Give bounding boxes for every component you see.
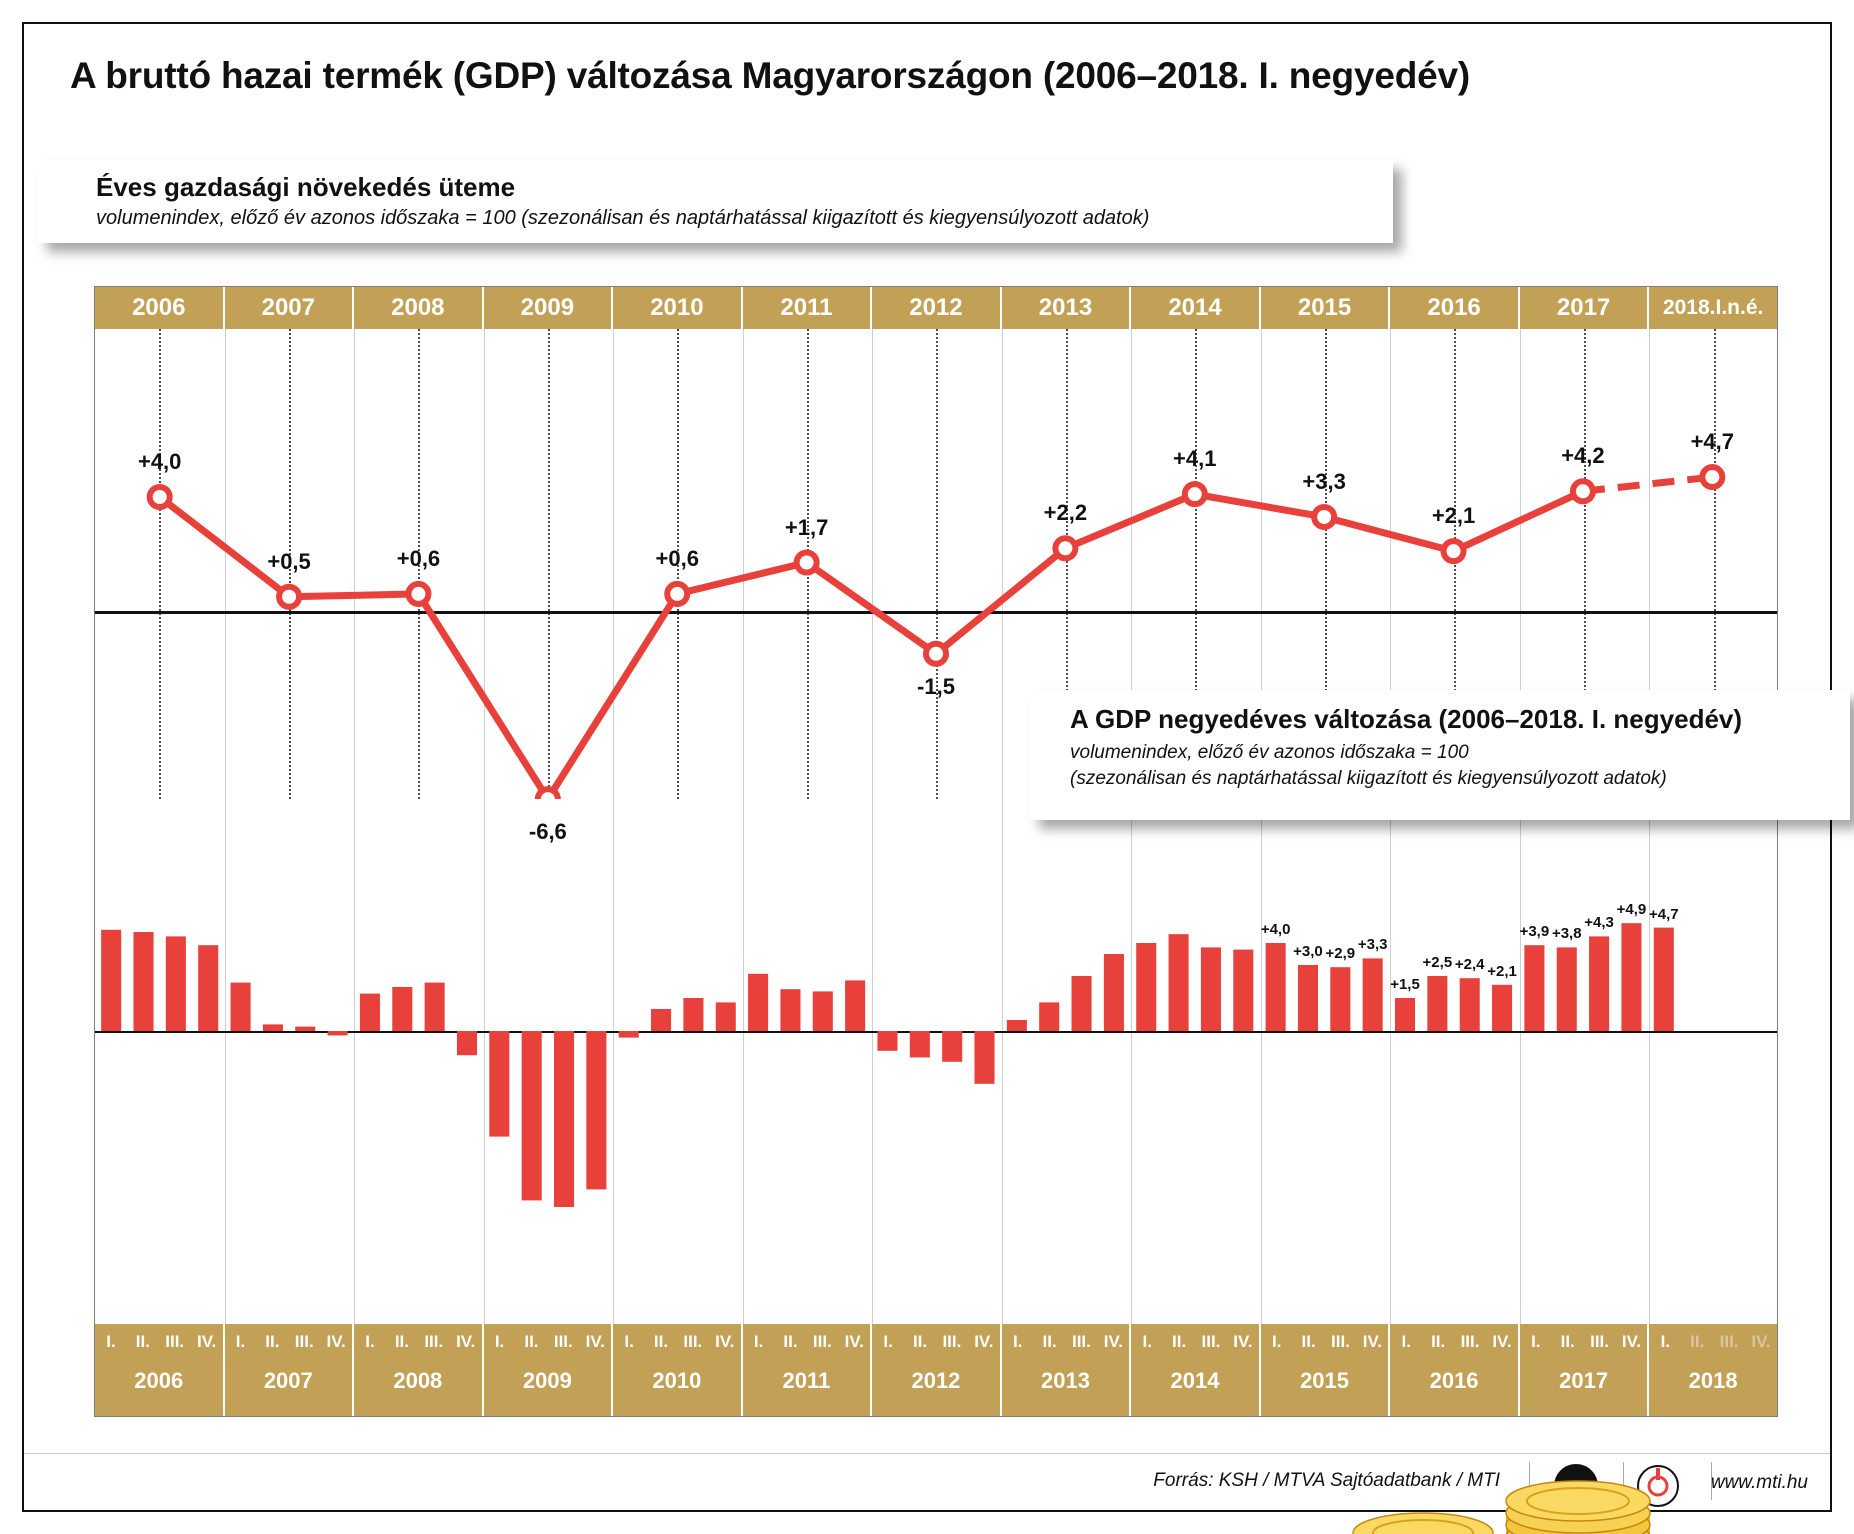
quarter-labels-row bbox=[743, 1332, 871, 1362]
quarter-label: IV. bbox=[1233, 1332, 1253, 1351]
quarter-label: II. bbox=[1301, 1332, 1316, 1351]
quarter-labels-row bbox=[872, 1332, 1000, 1362]
bar bbox=[1492, 985, 1512, 1031]
quarter-label: III. bbox=[1460, 1332, 1480, 1351]
line-marker bbox=[150, 487, 170, 507]
line-value-label: +3,3 bbox=[1302, 468, 1346, 494]
page-title: A bruttó hazai termék (GDP) változása Magyarországon (2006–2018. I. negyedév) bbox=[70, 55, 1470, 96]
bar bbox=[1266, 943, 1286, 1031]
bar bbox=[845, 980, 865, 1031]
bar-value-label: +2,1 bbox=[1487, 962, 1517, 980]
quarter-group-year: 2018 bbox=[1688, 1368, 1738, 1393]
quarter-label: II. bbox=[394, 1332, 409, 1351]
bar bbox=[101, 930, 121, 1031]
quarter-label: II. bbox=[1172, 1332, 1187, 1351]
quarter-group-year: 2012 bbox=[911, 1368, 961, 1393]
quarter-labels-row bbox=[95, 1332, 223, 1362]
bar bbox=[1104, 954, 1124, 1031]
coins-illustration bbox=[1323, 1407, 1703, 1534]
bar bbox=[586, 1031, 606, 1189]
bar bbox=[716, 1002, 736, 1031]
bar bbox=[166, 936, 186, 1031]
quarter-labels-row bbox=[1131, 1332, 1259, 1362]
bar bbox=[877, 1031, 897, 1051]
quarter-labels-row bbox=[1261, 1332, 1389, 1362]
bar bbox=[1007, 1020, 1027, 1031]
bar bbox=[1589, 936, 1609, 1031]
quarter-labels-row bbox=[1390, 1332, 1518, 1362]
line-value-label: +0,6 bbox=[655, 545, 699, 571]
quarter-group-year: 2007 bbox=[263, 1368, 313, 1393]
bar bbox=[1395, 998, 1415, 1031]
line-marker bbox=[538, 789, 558, 799]
quarter-group bbox=[95, 1324, 225, 1416]
line-marker bbox=[926, 644, 946, 664]
line-marker bbox=[1702, 467, 1722, 487]
line-marker bbox=[667, 584, 687, 604]
quarter-label: I. bbox=[1401, 1332, 1411, 1351]
quarter-label: IV. bbox=[1492, 1332, 1512, 1351]
line-value-label: +4,7 bbox=[1690, 429, 1735, 455]
bar-value-label: +2,9 bbox=[1325, 945, 1356, 963]
quarter-labels-row bbox=[1520, 1332, 1648, 1362]
annual-subtitle-card bbox=[38, 160, 1393, 243]
quarter-labels-row bbox=[354, 1332, 482, 1362]
website-url: www.mti.hu bbox=[1710, 1472, 1808, 1493]
source-text: Forrás: KSH / MTVA Sajtóadatbank / MTI bbox=[1153, 1470, 1500, 1491]
quarter-group bbox=[872, 1324, 1002, 1416]
quarter-label: III. bbox=[1201, 1332, 1221, 1351]
annual-subtitle-text: volumenindex, előző év azonos időszaka = 100 (szezonálisan és naptárhatással kiigazított és kiegyensúlyozott adatok) bbox=[96, 207, 1150, 229]
year-header-cell: 2017 bbox=[1520, 287, 1650, 329]
quarter-label: I. bbox=[1142, 1332, 1152, 1351]
quarter-label: II. bbox=[135, 1332, 150, 1351]
bar-value-label: +4,3 bbox=[1584, 914, 1614, 932]
bar-value-label: +4,9 bbox=[1616, 901, 1647, 919]
quarter-label: II. bbox=[912, 1332, 928, 1351]
line-value-label: +1,7 bbox=[784, 514, 829, 540]
quarter-label: IV. bbox=[1103, 1332, 1123, 1351]
annual-subtitle-heading: Éves gazdasági növekedés üteme bbox=[96, 172, 516, 202]
quarter-label: III. bbox=[424, 1332, 444, 1351]
year-header-cell: 2012 bbox=[872, 287, 1002, 329]
quarter-label: III. bbox=[1590, 1332, 1610, 1351]
quarter-group bbox=[484, 1324, 614, 1416]
bar bbox=[1654, 928, 1674, 1031]
quarter-labels-row bbox=[225, 1332, 353, 1362]
quarter-label: III. bbox=[812, 1332, 832, 1351]
quarter-label: I. bbox=[235, 1332, 246, 1351]
chart-canvas bbox=[94, 286, 1778, 1417]
bar-value-label: +2,4 bbox=[1454, 956, 1485, 974]
bar bbox=[263, 1024, 283, 1031]
bar bbox=[1363, 958, 1383, 1031]
quarter-group-year: 2009 bbox=[522, 1368, 572, 1393]
bar bbox=[328, 1031, 348, 1035]
bar bbox=[360, 994, 380, 1031]
line-marker bbox=[1444, 541, 1464, 561]
bar bbox=[554, 1031, 574, 1207]
quarter-group bbox=[743, 1324, 873, 1416]
bar bbox=[392, 987, 412, 1031]
bar-value-label: +3,9 bbox=[1519, 923, 1550, 941]
quarter-label: I. bbox=[1531, 1332, 1541, 1351]
quarter-label: IV. bbox=[326, 1332, 346, 1351]
line-marker bbox=[1055, 538, 1075, 558]
quarter-group-year: 2008 bbox=[393, 1368, 443, 1393]
quarter-label: IV. bbox=[585, 1332, 605, 1351]
bar bbox=[619, 1031, 639, 1038]
line-value-label: +4,1 bbox=[1173, 446, 1217, 472]
bar bbox=[683, 998, 703, 1031]
quarter-group-year: 2014 bbox=[1170, 1368, 1220, 1393]
year-header-cell: 2009 bbox=[484, 287, 614, 329]
bar bbox=[1072, 976, 1092, 1031]
quarter-group bbox=[354, 1324, 484, 1416]
line-marker bbox=[1573, 481, 1593, 501]
year-header-cell: 2006 bbox=[95, 287, 225, 329]
bar bbox=[1039, 1002, 1059, 1031]
line-value-label: +2,1 bbox=[1431, 503, 1476, 529]
year-header-cell: 2010 bbox=[613, 287, 743, 329]
bar-value-label: +3,8 bbox=[1551, 925, 1582, 943]
quarter-label: III. bbox=[1331, 1332, 1350, 1351]
quarter-labels-row bbox=[1649, 1332, 1777, 1362]
quarter-label: III. bbox=[942, 1332, 962, 1351]
line-value-label: -6,6 bbox=[528, 819, 567, 845]
bar bbox=[198, 945, 218, 1031]
bar bbox=[1524, 945, 1544, 1031]
bar bbox=[133, 932, 153, 1031]
quarter-label: IV. bbox=[197, 1332, 217, 1351]
bar-value-label: +4,7 bbox=[1648, 905, 1679, 923]
quarter-group bbox=[1131, 1324, 1261, 1416]
quarter-label: I. bbox=[753, 1332, 764, 1351]
bar bbox=[1298, 965, 1318, 1031]
line-value-label: +2,2 bbox=[1043, 500, 1088, 526]
quarter-label: II. bbox=[783, 1332, 798, 1351]
quarterly-subtitle-line2: (szezonálisan és naptárhatással kiigazított és kiegyensúlyozott adatok) bbox=[1070, 768, 1667, 789]
quarter-group-year: 2010 bbox=[652, 1368, 702, 1393]
bar bbox=[910, 1031, 930, 1057]
line-value-label: +0,6 bbox=[396, 545, 441, 571]
bar bbox=[651, 1009, 671, 1031]
quarter-label: IV. bbox=[456, 1332, 476, 1351]
quarter-group-year: 2017 bbox=[1559, 1368, 1609, 1393]
bar bbox=[457, 1031, 477, 1055]
quarter-label: II. bbox=[524, 1332, 539, 1351]
year-header-cell: 2011 bbox=[743, 287, 873, 329]
quarter-group-year: 2006 bbox=[134, 1368, 184, 1393]
quarter-label: I. bbox=[1012, 1332, 1023, 1351]
quarter-label: IV. bbox=[1751, 1332, 1771, 1351]
bar bbox=[1427, 976, 1447, 1031]
bar bbox=[1201, 947, 1221, 1031]
quarter-label: IV. bbox=[974, 1332, 994, 1351]
quarter-group-year: 2015 bbox=[1300, 1368, 1350, 1393]
quarter-labels-row bbox=[613, 1332, 741, 1362]
bar bbox=[780, 989, 800, 1031]
quarter-label: III. bbox=[165, 1332, 185, 1351]
quarterly-change-bar-chart bbox=[95, 799, 1777, 1284]
quarter-label: II. bbox=[265, 1332, 280, 1351]
quarter-label: III. bbox=[553, 1332, 573, 1351]
bar bbox=[942, 1031, 962, 1062]
bar bbox=[231, 983, 251, 1031]
quarter-group bbox=[225, 1324, 355, 1416]
quarterly-subtitle-line1: volumenindex, előző év azonos időszaka = 100 bbox=[1070, 742, 1469, 763]
quarter-group bbox=[1002, 1324, 1132, 1416]
quarter-label: IV. bbox=[844, 1332, 864, 1351]
line-value-label: +4,0 bbox=[137, 449, 182, 474]
quarter-group bbox=[613, 1324, 743, 1416]
quarter-label: I. bbox=[106, 1332, 116, 1351]
quarter-label: I. bbox=[1272, 1332, 1282, 1351]
bar-value-label: +4,0 bbox=[1260, 921, 1291, 938]
year-header-cell: 2007 bbox=[225, 287, 355, 329]
bar bbox=[748, 974, 768, 1031]
quarter-group-year: 2016 bbox=[1429, 1368, 1479, 1393]
line-marker bbox=[1185, 484, 1205, 504]
quarter-label: III. bbox=[1719, 1332, 1739, 1351]
quarterly-subtitle-card bbox=[1030, 690, 1850, 820]
quarter-label: III. bbox=[1071, 1332, 1091, 1351]
year-header-cell: 2013 bbox=[1002, 287, 1132, 329]
line-value-label: -1,5 bbox=[917, 673, 955, 699]
bar bbox=[1233, 950, 1253, 1031]
bar-value-label: +1,5 bbox=[1390, 976, 1420, 993]
quarter-group bbox=[1261, 1324, 1391, 1416]
quarter-label: II. bbox=[1690, 1332, 1705, 1351]
quarterly-subtitle-heading: A GDP negyedéves változása (2006–2018. I. negyedév) bbox=[1070, 704, 1743, 734]
year-header-strip bbox=[95, 287, 1777, 329]
year-header-cell: 2018.I.n.é. bbox=[1662, 296, 1764, 319]
year-header-cell: 2016 bbox=[1390, 287, 1520, 329]
bar bbox=[1330, 967, 1350, 1031]
line-marker bbox=[408, 584, 428, 604]
line-value-label: +4,2 bbox=[1561, 443, 1605, 469]
quarter-label: I. bbox=[883, 1332, 893, 1351]
bar bbox=[295, 1027, 315, 1031]
bar-value-label: +3,3 bbox=[1357, 936, 1388, 954]
quarter-label: II. bbox=[1560, 1332, 1575, 1351]
quarter-labels-row bbox=[484, 1332, 612, 1362]
quarter-label: IV. bbox=[1362, 1332, 1383, 1351]
quarter-label: I. bbox=[494, 1332, 505, 1351]
line-value-label: +0,5 bbox=[267, 548, 311, 574]
quarter-label: III. bbox=[294, 1332, 314, 1351]
bar-value-label: +2,5 bbox=[1422, 954, 1453, 971]
line-marker bbox=[1314, 507, 1334, 527]
quarter-label: I. bbox=[365, 1332, 375, 1351]
quarter-label: IV. bbox=[715, 1332, 735, 1351]
bar bbox=[489, 1031, 509, 1137]
bar bbox=[1169, 934, 1189, 1031]
quarter-group-year: 2011 bbox=[782, 1368, 831, 1393]
year-header-cell: 2008 bbox=[354, 287, 484, 329]
year-header-cell: 2015 bbox=[1261, 287, 1391, 329]
quarter-group-year: 2013 bbox=[1041, 1368, 1090, 1393]
bar bbox=[813, 991, 833, 1031]
quarter-label: II. bbox=[1042, 1332, 1057, 1351]
quarter-label: I. bbox=[624, 1332, 634, 1351]
bar bbox=[1621, 923, 1641, 1031]
bar-value-label: +3,0 bbox=[1293, 943, 1323, 960]
quarter-label: III. bbox=[683, 1332, 703, 1351]
year-header-cell: 2014 bbox=[1131, 287, 1261, 329]
line-marker bbox=[797, 553, 817, 573]
quarter-group bbox=[1390, 1324, 1520, 1416]
line-marker bbox=[279, 587, 299, 607]
quarter-group bbox=[1520, 1324, 1650, 1416]
bar bbox=[1136, 943, 1156, 1031]
bar bbox=[1460, 978, 1480, 1031]
bar bbox=[974, 1031, 994, 1084]
quarter-footer-strip bbox=[95, 1324, 1777, 1416]
quarter-labels-row bbox=[1002, 1332, 1130, 1362]
bar bbox=[1557, 947, 1577, 1031]
bar bbox=[522, 1031, 542, 1200]
quarter-label: II. bbox=[653, 1332, 669, 1351]
quarter-label: II. bbox=[1431, 1332, 1446, 1351]
quarter-group bbox=[1649, 1324, 1777, 1416]
quarter-label: I. bbox=[1660, 1332, 1671, 1351]
quarter-label: IV. bbox=[1621, 1332, 1642, 1351]
bar bbox=[425, 983, 445, 1031]
